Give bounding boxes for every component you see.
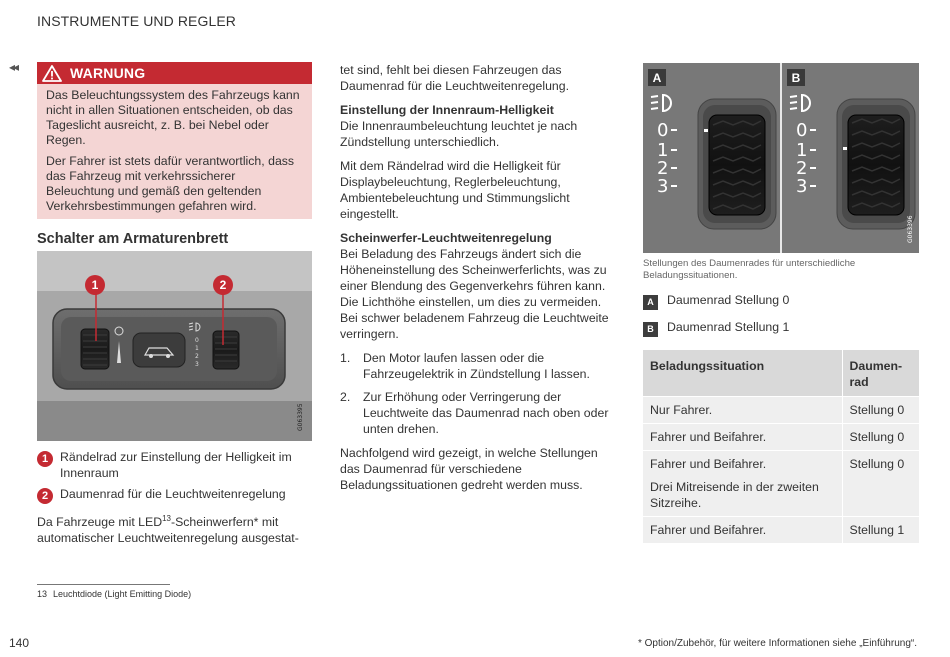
callout-badge: 1	[85, 275, 105, 295]
situation-text: Nur Fahrer.	[650, 403, 713, 417]
led-text-end: -Scheinwerfern* mit automatischer Leuchtweitenregelung ausgestat-	[37, 515, 299, 545]
footnote-number: 13	[37, 589, 48, 599]
body-paragraph: Bei Beladung des Fahrzeugs ändert sich die Höheneinstellung des Scheinwerferlichts, was zu einer Blendung des Gegenverkehrs führen kann. Die Lichthöhe einstellen, um dies zu vermeiden. Bei schwer beladenem Fahrzeug die Leuchtweite verringern.	[340, 247, 609, 341]
table-row	[643, 451, 919, 517]
warning-title: WARNUNG	[70, 65, 146, 81]
warning-header	[37, 62, 312, 84]
legend-item	[643, 316, 919, 338]
scale-number: 0	[657, 120, 669, 141]
legend-item	[37, 486, 312, 504]
load-situation-table	[643, 350, 919, 543]
figure1-legend	[37, 449, 312, 509]
warning-body	[37, 84, 312, 214]
continuation-text: tet sind, fehlt bei diesen Fahrzeugen das Daumenrad für die Leuchtweitenregelung.	[340, 63, 570, 93]
legend-item	[643, 289, 919, 311]
legend-text: Daumenrad Stellung 1	[667, 320, 790, 334]
scale-number: 1	[657, 140, 669, 161]
figure-code: G063396	[907, 215, 914, 243]
table-header-row	[643, 350, 919, 397]
body-paragraph: Die Innenraumbeleuchtung leuchtet je nach Zündstellung unterschiedlich.	[340, 119, 578, 149]
svg-text:1: 1	[195, 345, 199, 352]
situation-text: Fahrer und Beifahrer.	[650, 523, 767, 537]
table-header-position: Daumen- rad	[842, 350, 919, 397]
footnote	[37, 589, 191, 599]
body-paragraph: Mit dem Rändelrad wird die Helligkeit für Displaybeleuchtung, Reglerbeleuchtung, Ambientebeleuchtung und Stimmungslicht eingestellt.	[340, 159, 570, 221]
back-nav-icon[interactable]: ◂◂	[9, 60, 18, 74]
page-header: INSTRUMENTE UND REGLER	[37, 13, 236, 29]
footnote-ref[interactable]: 13	[162, 513, 171, 523]
warning-paragraph: Das Beleuchtungssystem des Fahrzeugs kann nicht in allen Situationen entscheiden, ob das Tageslicht ausreicht, z. B. bei Nebel oder Regen.	[46, 88, 300, 147]
figure-code: G063395	[297, 403, 304, 431]
footer-note: * Option/Zubehör, für weitere Informationen siehe „Einführung“.	[637, 638, 917, 649]
body-paragraph: Nachfolgend wird gezeigt, in welche Stellungen das Daumenrad für verschiedene Beladungssituationen gedreht werden muss.	[340, 446, 598, 492]
table-row	[643, 397, 919, 424]
table-row	[643, 517, 919, 544]
figure2-caption: Stellungen des Daumenrades für unterschiedliche Beladungssituationen.	[643, 258, 856, 281]
table-cell-position: Stellung 0	[842, 451, 919, 517]
led-text-start: Da Fahrzeuge mit LED	[37, 515, 163, 529]
situation-text: Fahrer und Beifahrer.	[650, 457, 767, 471]
step-text: Den Motor laufen lassen oder die Fahrzeugelektrik in Zündstellung I lassen.	[363, 351, 590, 381]
page-number: 140	[9, 636, 30, 650]
column-2	[340, 62, 618, 501]
legend-number-badge: 2	[37, 488, 53, 504]
step-number: 2.	[340, 390, 351, 404]
step-text: Zur Erhöhung oder Verringerung der Leuchtweite das Daumenrad nach oben oder unten drehen.	[363, 390, 609, 436]
scale-number: 0	[796, 120, 808, 141]
led-paragraph	[37, 514, 312, 546]
step-item	[340, 350, 618, 382]
warning-box	[37, 62, 312, 219]
footnote-text: Leuchtdiode (Light Emitting Diode)	[53, 589, 192, 599]
step-item	[340, 389, 618, 437]
scale-number: 2	[657, 158, 669, 179]
step-number: 1.	[340, 351, 351, 365]
table-header-situation: Beladungssituation	[643, 350, 842, 397]
warning-triangle-icon	[42, 65, 62, 82]
table-cell-position: Stellung 1	[842, 517, 919, 544]
table-cell-situation	[643, 451, 842, 517]
table-cell-situation	[643, 424, 842, 451]
situation-text: Drei Mitreisende in der zweiten Sitzreihe.	[650, 480, 819, 510]
legend-letter-badge: B	[643, 322, 658, 337]
warning-paragraph: Der Fahrer ist stets dafür verantwortlich, dass das Fahrzeug mit verkehrssicherer Beleuchtung und gemäß den geltenden Verkehrsbestimmungen gefahren wird.	[46, 154, 295, 213]
svg-text:2: 2	[195, 353, 199, 360]
legend-letter-badge: A	[643, 295, 658, 310]
svg-text:3: 3	[195, 361, 199, 368]
steps-list	[340, 350, 618, 437]
scale-number: 2	[796, 158, 808, 179]
svg-text:0: 0	[195, 337, 199, 344]
legend-text: Daumenrad für die Leuchtweitenregelung	[60, 487, 286, 501]
legend-text: Daumenrad Stellung 0	[667, 293, 790, 307]
legend-text: Rändelrad zur Einstellung der Helligkeit im Innenraum	[60, 450, 292, 480]
scale-number: 3	[657, 176, 669, 197]
scale-number: 3	[796, 176, 808, 197]
section-title: Schalter am Armaturenbrett	[37, 231, 229, 247]
subheading-headlight-leveling: Scheinwerfer-Leuchtweitenregelung	[340, 231, 552, 245]
table-cell-situation	[643, 397, 842, 424]
table-row	[643, 424, 919, 451]
legend-item	[37, 449, 312, 481]
dashboard-switches-figure	[37, 251, 312, 441]
figure2-legend	[643, 289, 919, 343]
callout-badge: 2	[213, 275, 233, 295]
subheading-interior-brightness: Einstellung der Innenraum-Helligkeit	[340, 103, 554, 117]
scale-number: 1	[796, 140, 808, 161]
table-cell-position: Stellung 0	[842, 397, 919, 424]
panel-label-b: B	[787, 69, 805, 86]
situation-text: Fahrer und Beifahrer.	[650, 430, 767, 444]
footnote-divider	[37, 584, 170, 585]
thumbwheel-positions-figure	[643, 63, 919, 253]
table-cell-position: Stellung 0	[842, 424, 919, 451]
table-cell-situation	[643, 517, 842, 544]
panel-label-a: A	[648, 69, 666, 86]
legend-number-badge: 1	[37, 451, 53, 467]
